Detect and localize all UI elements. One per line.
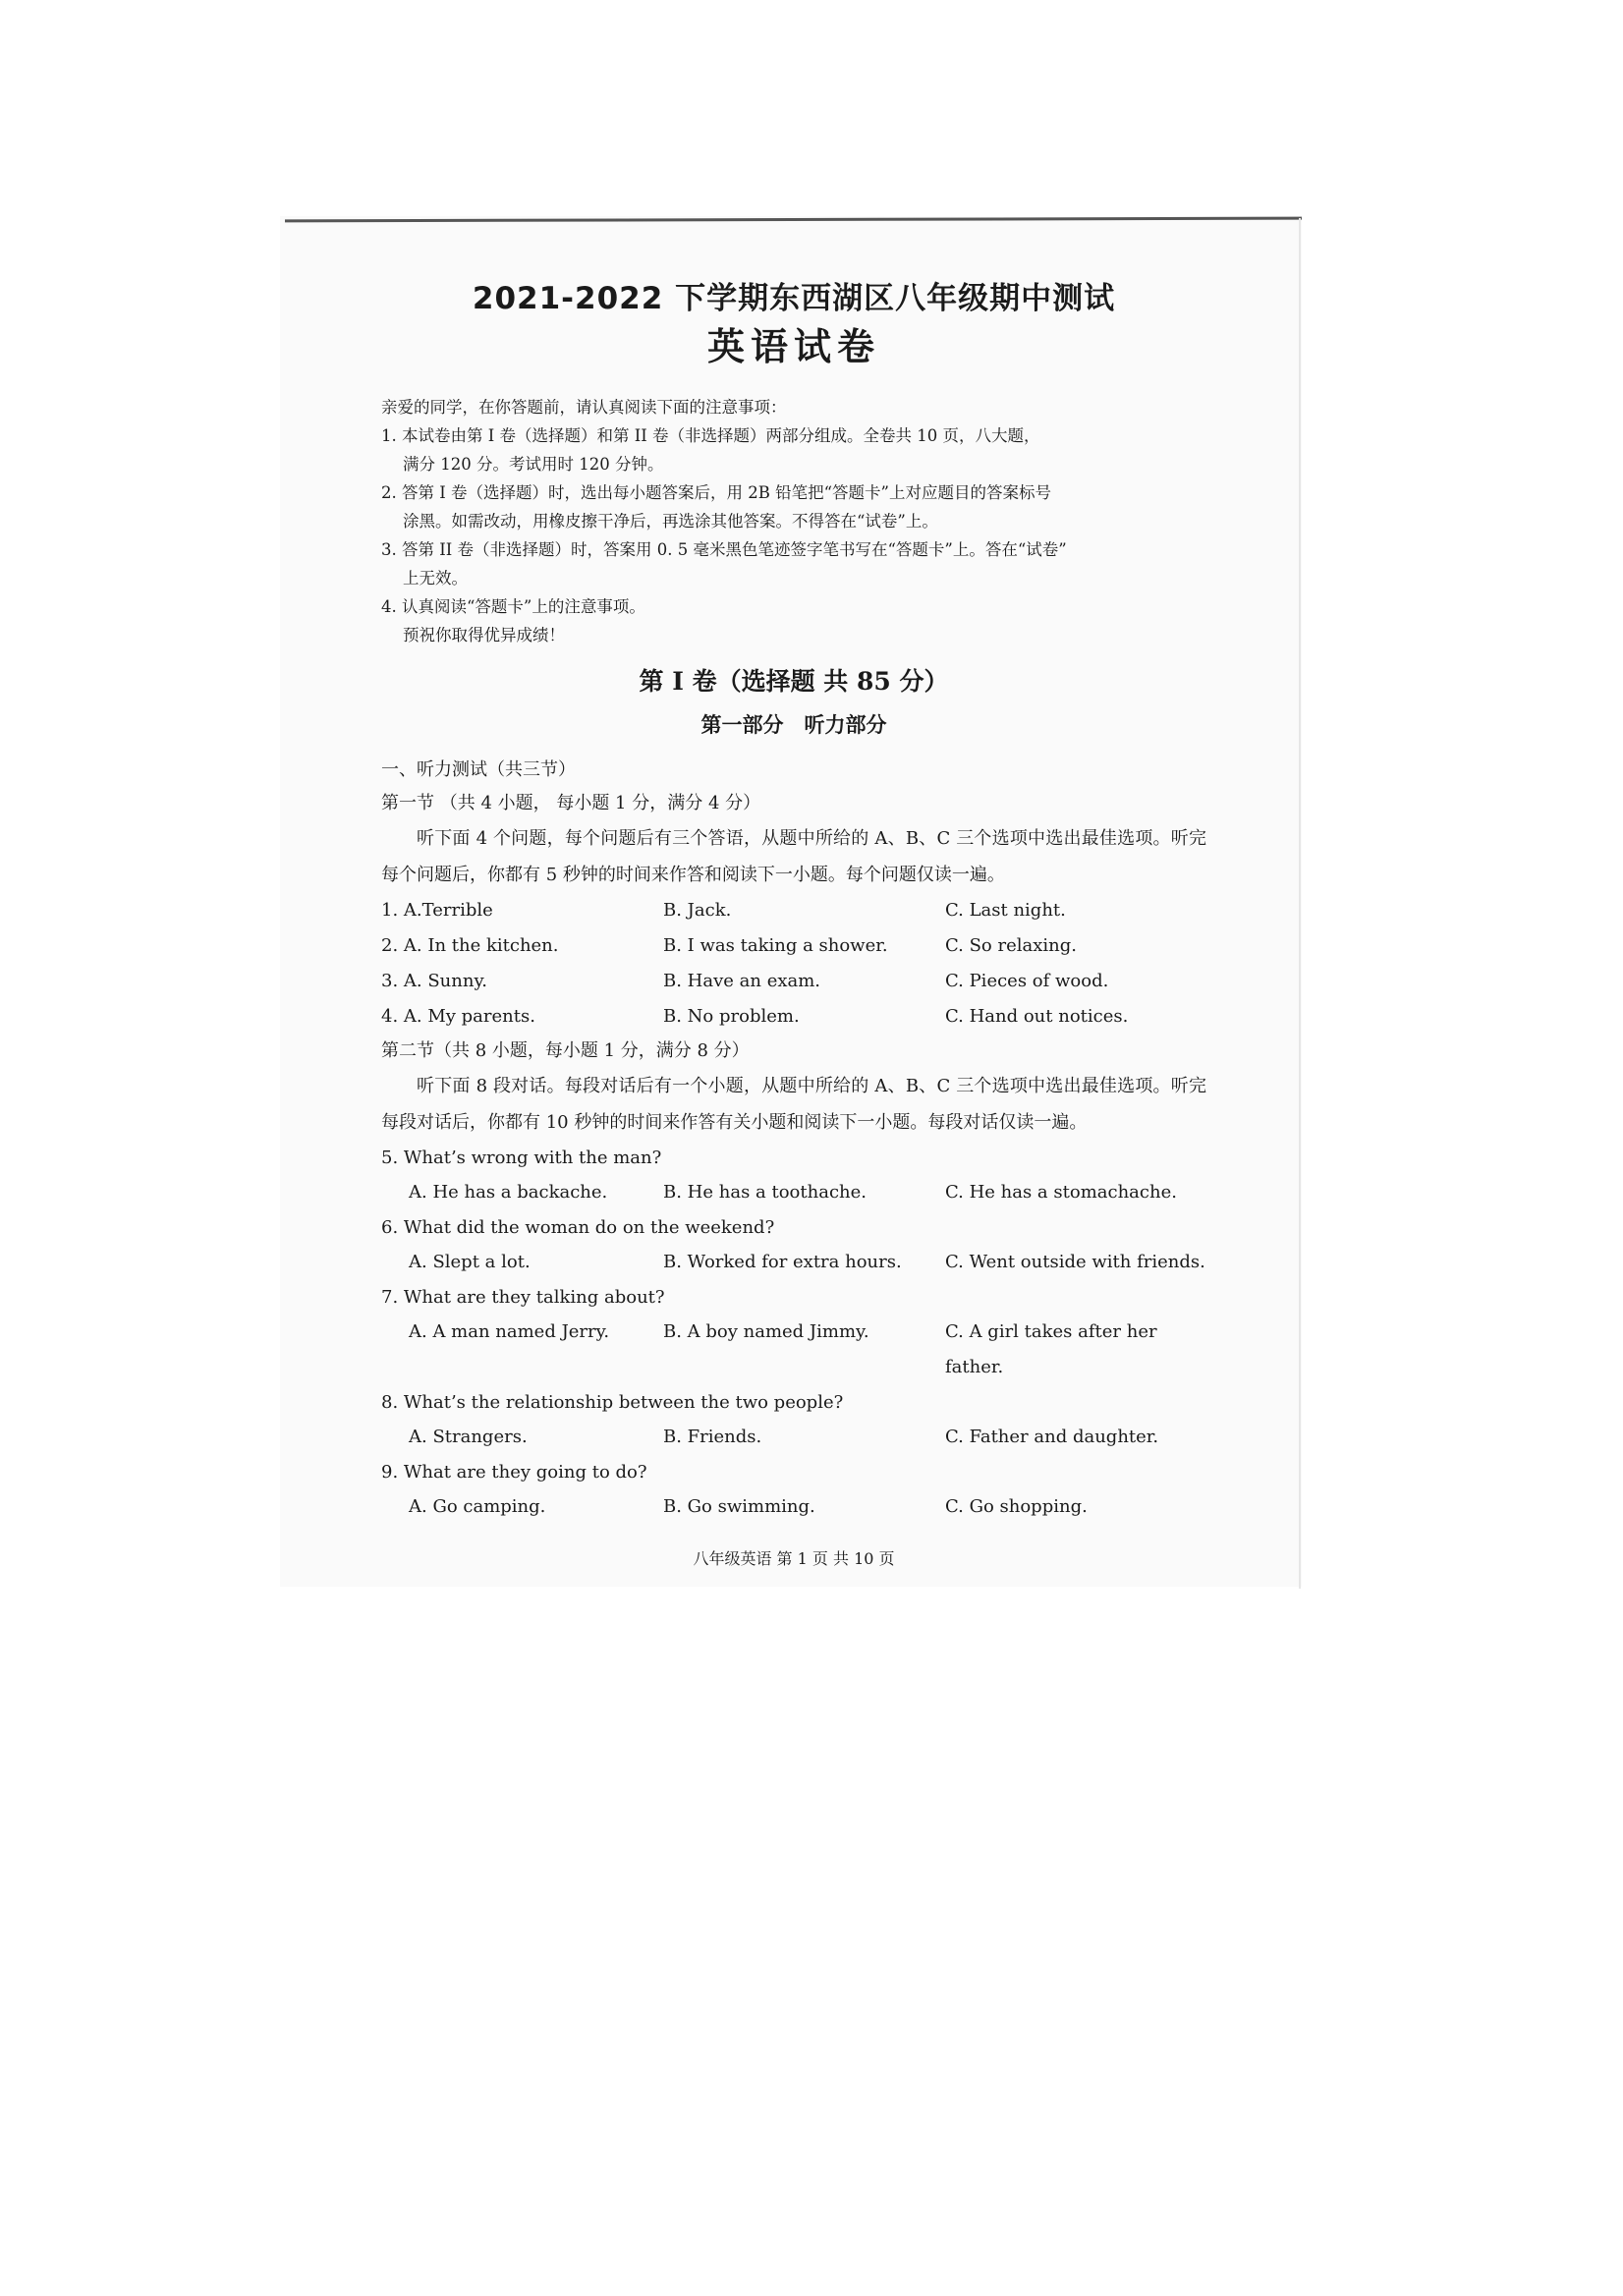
- exam-title: 2021-2022 下学期东西湖区八年级期中测试: [472, 281, 1116, 316]
- option-c: C. A girl takes after her father.: [945, 1321, 1157, 1377]
- notice-intro: 亲爱的同学，在你答题前，请认真阅读下面的注意事项：: [381, 398, 787, 417]
- option-b: B. Have an exam.: [663, 971, 821, 991]
- option-a: A. Strangers.: [409, 1427, 528, 1447]
- notice-item-2-cont: 涂黑。如需改动，用橡皮擦干净后，再选涂其他答案。不得答在“试卷”上。: [403, 512, 938, 531]
- option-row: [381, 1420, 1206, 1455]
- listening-heading: 一、听力测试（共三节）: [381, 759, 576, 780]
- notice-wish: 预祝你取得优异成绩！: [403, 626, 565, 644]
- option-row: [381, 1315, 1206, 1385]
- question-stem: 8. What’s the relationship between the two people?: [381, 1392, 844, 1413]
- notice-item-1: 1. 本试卷由第 I 卷（选择题）和第 II 卷（非选择题）两部分组成。全卷共 10 页，八大题，: [381, 426, 1040, 445]
- option-a: 2. A. In the kitchen.: [381, 935, 559, 956]
- option-c: C. Father and daughter.: [945, 1427, 1159, 1447]
- question-stem: 7. What are they talking about?: [381, 1287, 665, 1308]
- option-a: A. Go camping.: [409, 1496, 546, 1517]
- option-b: B. Jack.: [663, 900, 732, 921]
- question-stem: 6. What did the woman do on the weekend?: [381, 1217, 775, 1238]
- option-b: B. Friends.: [663, 1427, 762, 1447]
- exam-page: [381, 277, 1206, 1572]
- option-a: 3. A. Sunny.: [381, 971, 487, 991]
- option-c: C. Hand out notices.: [945, 1006, 1129, 1027]
- page-footer: 八年级英语 第 1 页 共 10 页: [693, 1549, 895, 1568]
- option-row: [381, 1489, 1206, 1525]
- notice-block: [381, 393, 1206, 649]
- option-b: B. No problem.: [663, 1006, 800, 1027]
- option-b: B. Worked for extra hours.: [663, 1252, 902, 1272]
- question-row: [381, 928, 1206, 964]
- question-stem: 9. What are they going to do?: [381, 1462, 647, 1483]
- option-c: C. Went outside with friends.: [945, 1252, 1205, 1272]
- option-a: 1. A.Terrible: [381, 900, 493, 921]
- section1-heading: 第一节 （共 4 小题， 每小题 1 分，满分 4 分）: [381, 793, 761, 813]
- option-c: C. Pieces of wood.: [945, 971, 1109, 991]
- notice-item-3: 3. 答第 II 卷（非选择题）时，答案用 0. 5 毫米黑色笔迹签字笔书写在“答题卡”上。答在“试卷”: [381, 540, 1067, 559]
- question-row: [381, 964, 1206, 999]
- option-b: B. A boy named Jimmy.: [663, 1321, 869, 1342]
- section1-instructions: 听下面 4 个问题，每个问题后有三个答语，从题中所给的 A、B、C 三个选项中选出最佳选项。听完每个问题后，你都有 5 秒钟的时间来作答和阅读下一小题。每个问题仅读一遍。: [381, 828, 1206, 885]
- option-b: B. Go swimming.: [663, 1496, 815, 1517]
- exam-subtitle: 英语试卷: [706, 325, 880, 368]
- option-a: A. He has a backache.: [409, 1182, 608, 1203]
- section2-instructions: 听下面 8 段对话。每段对话后有一个小题，从题中所给的 A、B、C 三个选项中选出最佳选项。听完每段对话后，你都有 10 秒钟的时间来作答有关小题和阅读下一小题。每段对话仅读一遍。: [381, 1076, 1206, 1133]
- option-a: 4. A. My parents.: [381, 1006, 535, 1027]
- part-title: 第一部分 听力部分: [700, 712, 887, 737]
- option-b: B. I was taking a shower.: [663, 935, 888, 956]
- question-row: [381, 893, 1206, 928]
- option-a: A. Slept a lot.: [409, 1252, 531, 1272]
- option-c: C. Go shopping.: [945, 1496, 1088, 1517]
- section2-heading: 第二节（共 8 小题，每小题 1 分，满分 8 分）: [381, 1040, 750, 1061]
- notice-item-4: 4. 认真阅读“答题卡”上的注意事项。: [381, 597, 645, 616]
- question-stem: 5. What’s wrong with the man?: [381, 1148, 662, 1168]
- option-c: C. He has a stomachache.: [945, 1182, 1177, 1203]
- option-c: C. So relaxing.: [945, 935, 1077, 956]
- notice-item-1-cont: 满分 120 分。考试用时 120 分钟。: [403, 455, 664, 474]
- option-c: C. Last night.: [945, 900, 1066, 921]
- section2-questions: [381, 1141, 1206, 1525]
- option-row: [381, 1245, 1206, 1280]
- option-row: [381, 1175, 1206, 1210]
- sheet-right-edge: [1299, 218, 1301, 1589]
- volume-title: 第 I 卷（选择题 共 85 分）: [639, 667, 949, 696]
- notice-item-3-cont: 上无效。: [403, 569, 468, 588]
- section1-questions: [381, 893, 1206, 1035]
- question-row: [381, 999, 1206, 1035]
- option-b: B. He has a toothache.: [663, 1182, 867, 1203]
- notice-item-2: 2. 答第 I 卷（选择题）时，选出每小题答案后，用 2B 铅笔把“答题卡”上对应题目的答案标号: [381, 483, 1051, 502]
- option-a: A. A man named Jerry.: [409, 1321, 610, 1342]
